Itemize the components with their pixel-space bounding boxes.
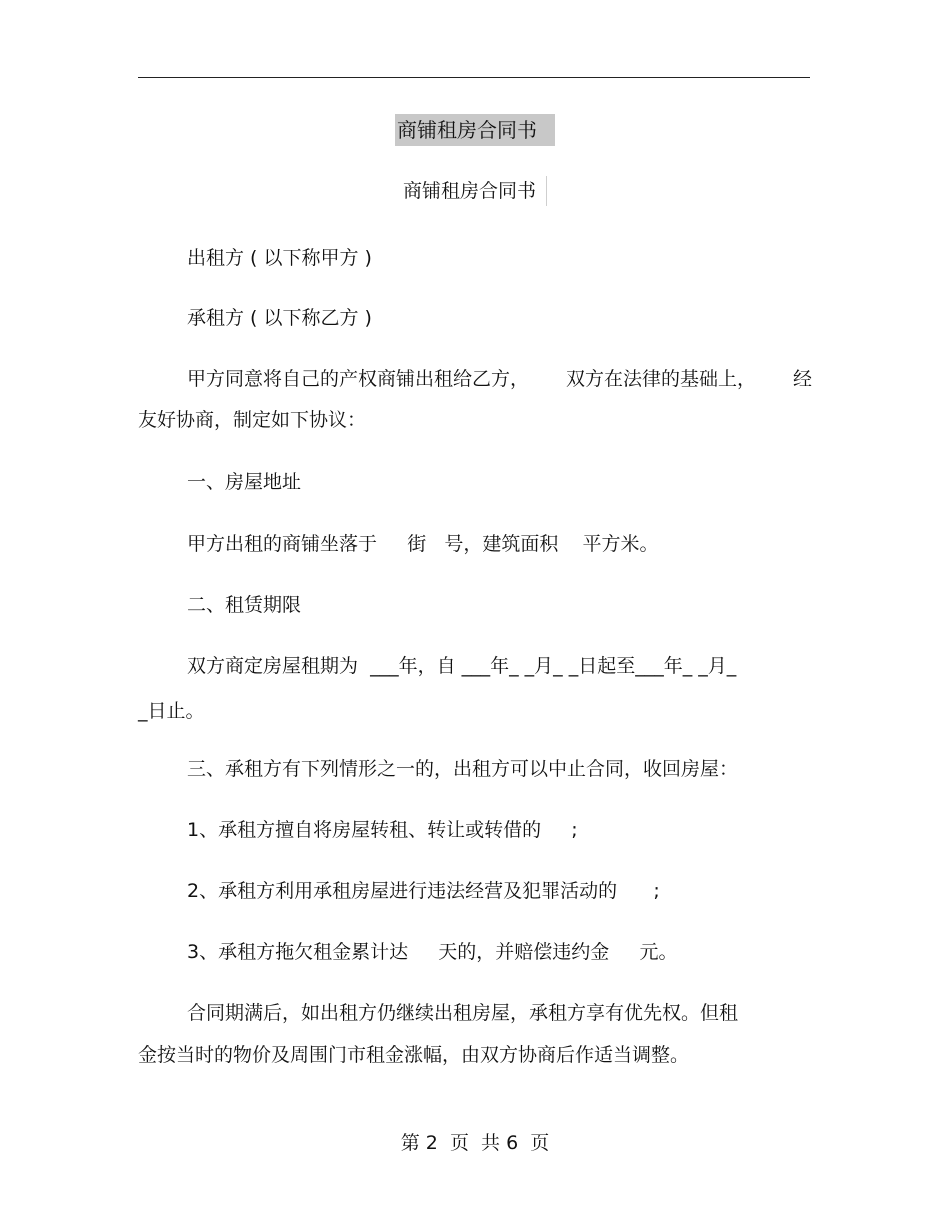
renewal-line-1: 合同期满后，如出租方仍继续出租房屋，承租方享有优先权。但租 — [187, 1002, 739, 1024]
section-2-line-2: _日止。 — [138, 700, 205, 722]
intro-line-1 — [187, 364, 812, 394]
section-1-text: 甲方出租的商铺坐落于 街 号，建筑面积 平方米。 — [187, 533, 659, 555]
section-2-heading: 二、租赁期限 — [187, 594, 302, 616]
page-footer: 第 2 页 共 6 页 — [400, 1132, 550, 1154]
intro-part-1: 甲方同意将自己的产权商铺出租给乙方， — [187, 368, 530, 390]
section-3-item-1: 1、承租方擅自将房屋转租、转让或转借的 ; — [187, 819, 578, 841]
section-1-heading: 一、房屋地址 — [187, 471, 302, 493]
lessee-line: 承租方 ( 以下称乙方 ) — [187, 307, 372, 329]
renewal-line-2: 金按当时的物价及周围门市租金涨幅，由双方协商后作适当调整。 — [138, 1044, 690, 1066]
lessor-line: 出租方 ( 以下称甲方 ) — [187, 247, 372, 269]
section-3-item-2: 2、承租方利用承租房屋进行违法经营及犯罪活动的 ; — [187, 880, 660, 902]
section-3-heading: 三、承租方有下列情形之一的，出租方可以中止合同，收回房屋： — [187, 758, 739, 780]
intro-part-3: 经 — [792, 368, 812, 390]
document-title-text: 商铺租房合同书 — [395, 114, 555, 146]
document-subtitle — [0, 176, 950, 206]
intro-part-2: 双方在法律的基础上， — [565, 368, 756, 390]
document-title — [0, 114, 950, 146]
header-rule — [138, 77, 810, 78]
section-2-line-1: 双方商定房屋租期为 ___年，自 ___年_ _月_ _日起至___年_ _月_ — [187, 655, 737, 677]
intro-line-2: 友好协商，制定如下协议： — [138, 409, 367, 431]
section-3-item-3: 3、承租方拖欠租金累计达 天的，并赔偿违约金 元。 — [187, 941, 678, 963]
document-subtitle-text: 商铺租房合同书 — [403, 176, 547, 206]
